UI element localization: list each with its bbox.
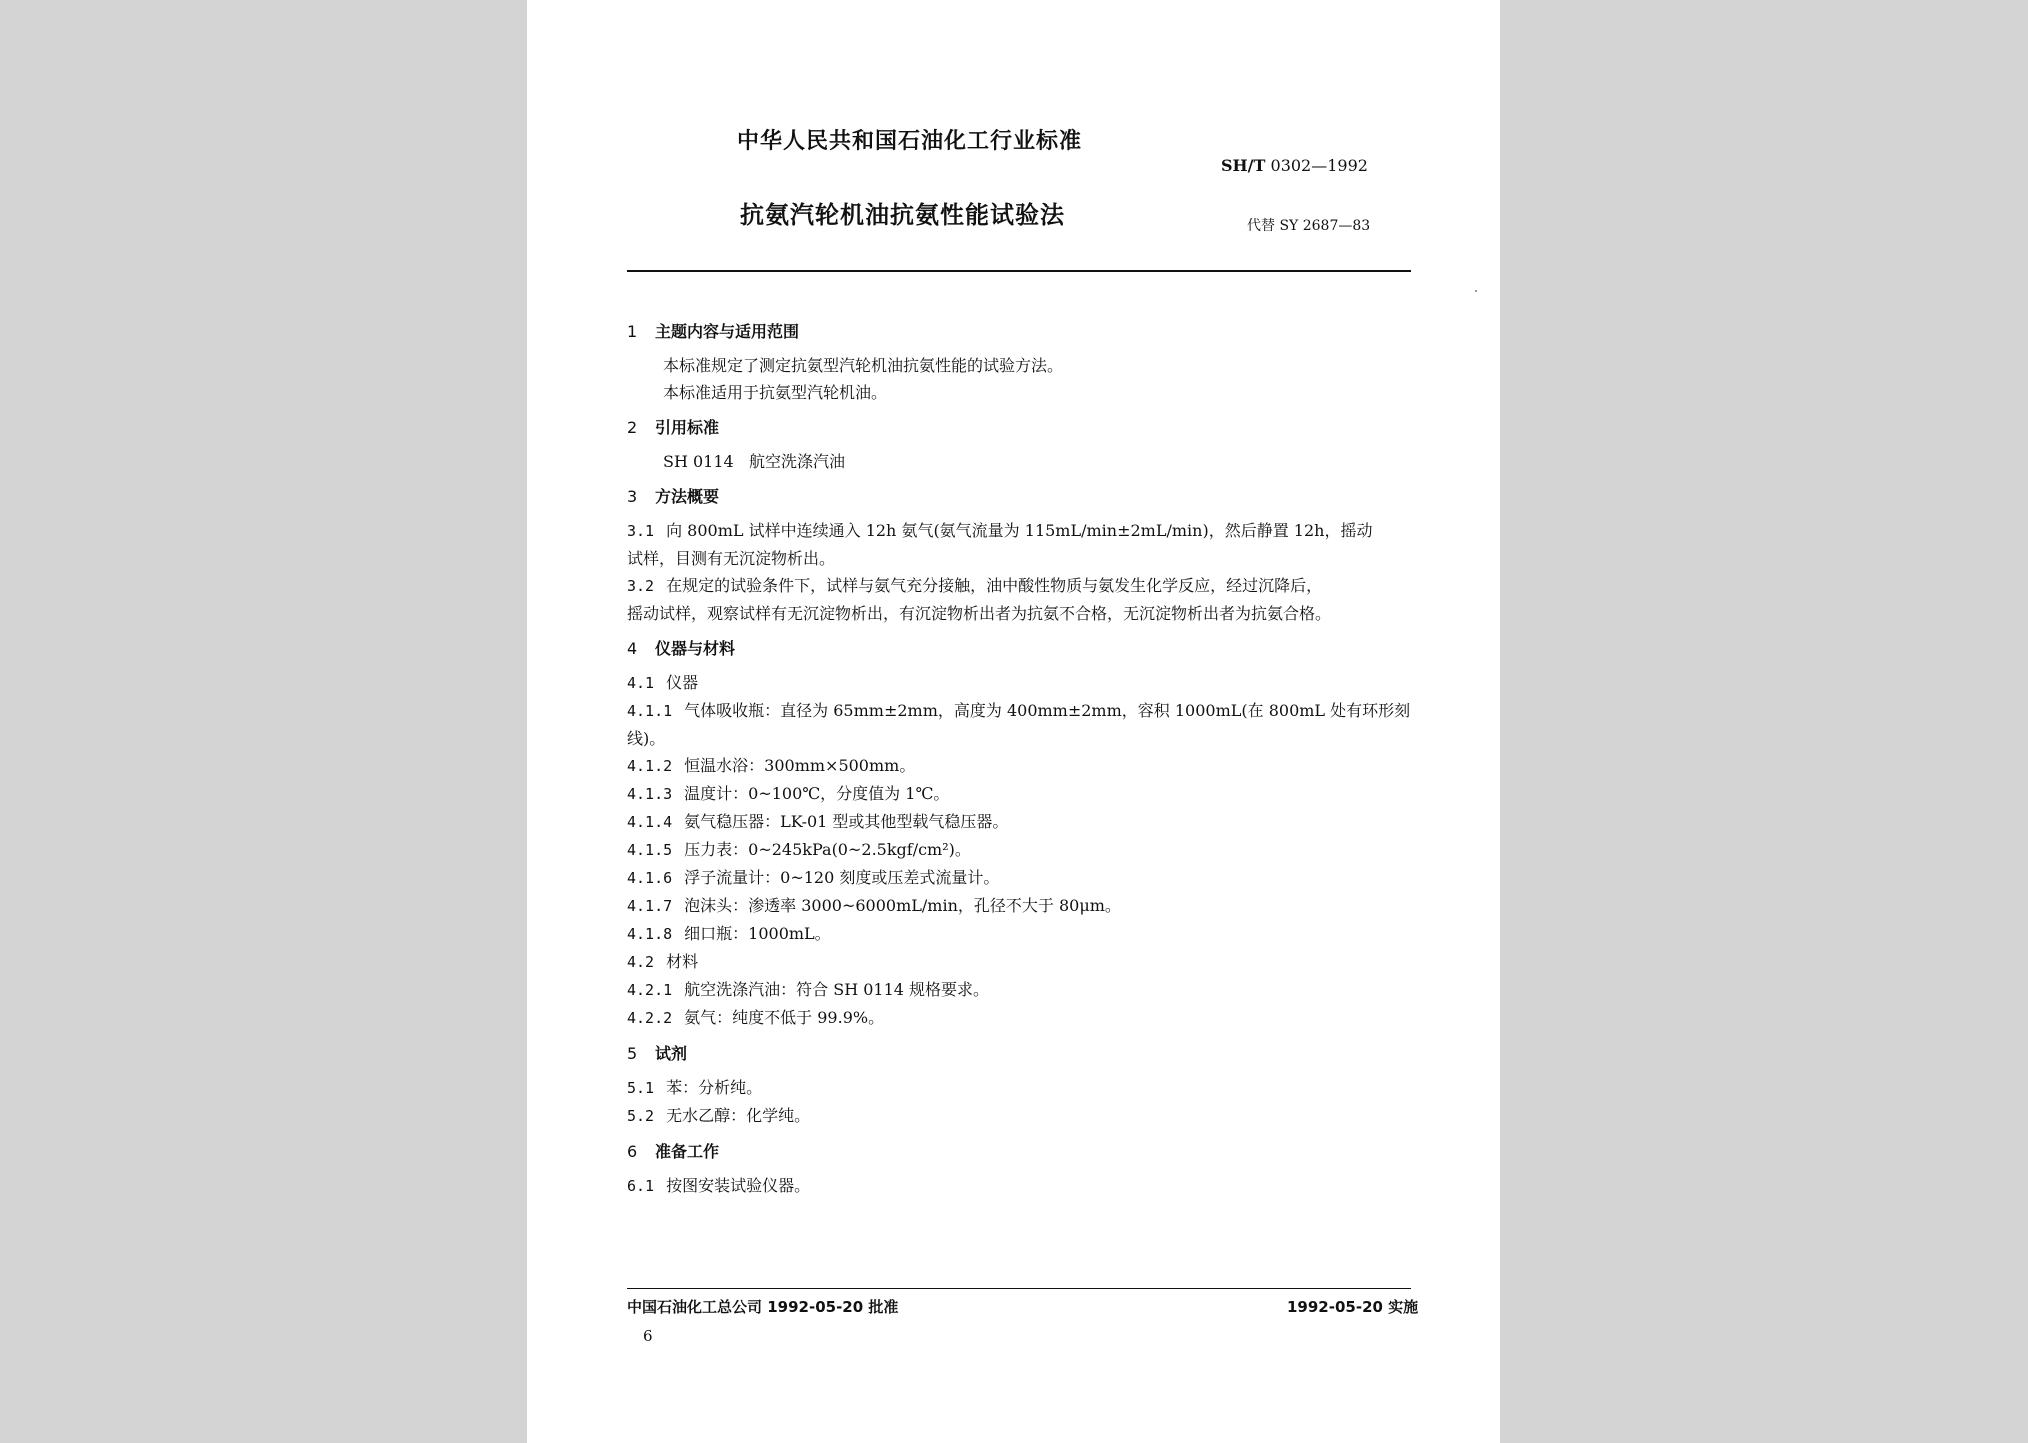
clause: 6.1 按图安装试验仪器。 [627, 1176, 811, 1195]
section-heading-3: 3 方法概要 [627, 487, 720, 506]
document-page [527, 0, 1500, 1443]
clause: 4.1.4 氨气稳压器：LK-01 型或其他型载气稳压器。 [627, 812, 1009, 831]
reference-entry: SH 0114 航空洗涤汽油 [663, 452, 845, 471]
clause-3-1: 3.1 向 800mL 试样中连续通入 12h 氨气(氨气流量为 115mL/min±2mL/min)，然后静置 12h，摇动 [627, 521, 1373, 540]
document-title: 抗氨汽轮机油抗氨性能试验法 [740, 201, 1065, 229]
document-body [627, 310, 1411, 1200]
standard-code-prefix: SH/T [1221, 156, 1266, 175]
clause-3-1-cont: 试样，目测有无沉淀物析出。 [627, 549, 836, 568]
section-heading-5: 5 试剂 [627, 1044, 688, 1063]
clause: 4.1.7 泡沫头：渗透率 3000~6000mL/min，孔径不大于 80μm。 [627, 896, 1121, 915]
clause: 4.2 材料 [627, 952, 699, 971]
clause-3-2-cont: 摇动试样，观察试样有无沉淀物析出，有沉淀物析出者为抗氨不合格，无沉淀物析出者为抗氨合格。 [627, 604, 1332, 623]
section-heading-1: 1 主题内容与适用范围 [627, 322, 800, 341]
standard-code [1221, 156, 1368, 175]
clause: 5.1 苯：分析纯。 [627, 1078, 763, 1097]
standard-code-number: 0302—1992 [1265, 156, 1368, 175]
clause: 4.2.1 航空洗涤汽油：符合 SH 0114 规格要求。 [627, 980, 990, 999]
clause-3-2: 3.2 在规定的试验条件下，试样与氨气充分接触，油中酸性物质与氨发生化学反应，经过沉降后， [627, 576, 1323, 595]
scan-speck [1475, 290, 1477, 292]
clause: 4.2.2 氨气：纯度不低于 99.9%。 [627, 1008, 885, 1027]
section-heading-4: 4 仪器与材料 [627, 639, 736, 658]
paragraph: 本标准规定了测定抗氨型汽轮机油抗氨性能的试验方法。 [663, 356, 1064, 375]
page-number: 6 [643, 1327, 653, 1345]
section-heading-6: 6 准备工作 [627, 1142, 720, 1161]
effective-date: 1992-05-20 实施 [1287, 1298, 1419, 1316]
clause: 4.1.8 细口瓶：1000mL。 [627, 924, 831, 943]
paragraph: 本标准适用于抗氨型汽轮机油。 [663, 383, 888, 402]
clause: 4.1.2 恒温水浴：300mm×500mm。 [627, 756, 916, 775]
clause: 4.1.1 气体吸收瓶：直径为 65mm±2mm，高度为 400mm±2mm，容积 1000mL(在 800mL 处有环形刻 [627, 701, 1411, 720]
clause: 4.1 仪器 [627, 673, 699, 692]
replaces-standard: 代替 SY 2687—83 [1247, 218, 1371, 234]
standard-organization: 中华人民共和国石油化工行业标准 [737, 129, 1083, 154]
section-heading-2: 2 引用标准 [627, 418, 720, 437]
clause: 4.1.5 压力表：0~245kPa(0~2.5kgf/cm²)。 [627, 840, 971, 859]
approval-note: 中国石油化工总公司 1992-05-20 批准 [627, 1298, 899, 1316]
clause-cont: 线)。 [627, 729, 666, 748]
header-divider [627, 270, 1411, 272]
clause: 5.2 无水乙醇：化学纯。 [627, 1106, 811, 1125]
clause: 4.1.6 浮子流量计：0~120 刻度或压差式流量计。 [627, 868, 1000, 887]
footer-divider [627, 1288, 1411, 1289]
clause: 4.1.3 温度计：0~100℃，分度值为 1℃。 [627, 784, 950, 803]
